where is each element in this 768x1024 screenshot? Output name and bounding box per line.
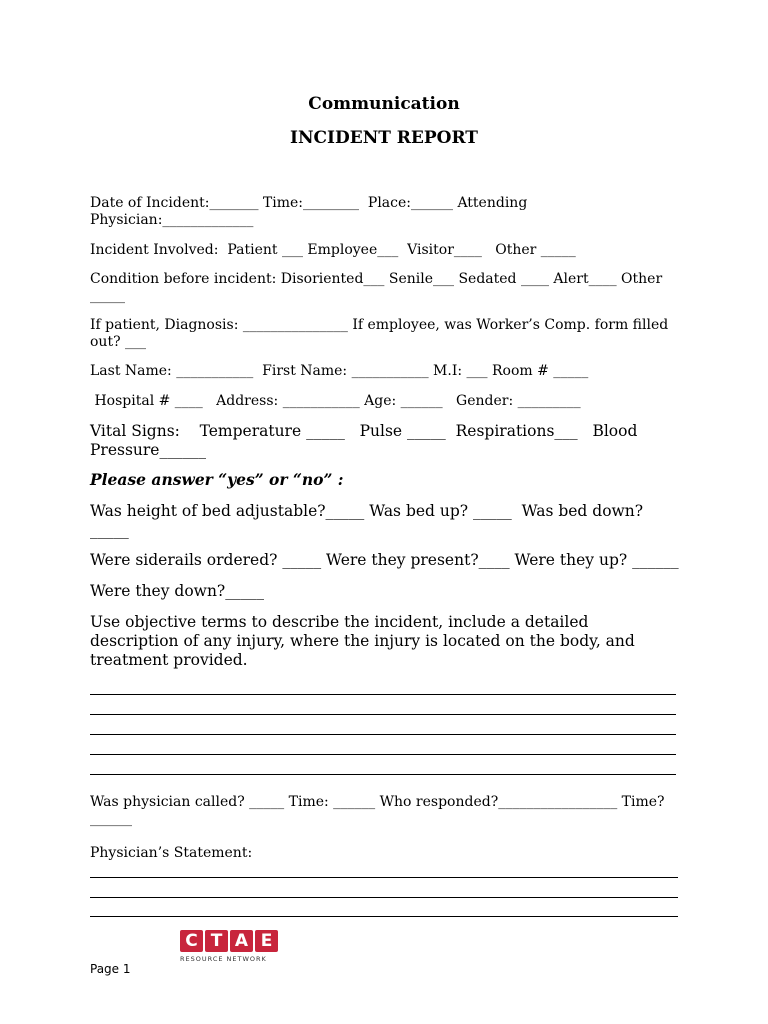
description-line xyxy=(90,714,676,715)
logo-subtitle: RESOURCE NETWORK xyxy=(180,955,267,963)
statement-line xyxy=(90,877,678,878)
bed-question: Was height of bed adjustable?_____ Was bed up? _____ Was bed down? _____ xyxy=(90,502,644,539)
statement-line xyxy=(90,916,678,917)
document-subtitle: INCIDENT REPORT xyxy=(290,128,478,148)
siderails-down-question: Were they down?_____ xyxy=(90,582,264,600)
hospital-line: Hospital # ____ Address: ___________ Age: ______ Gender: _________ xyxy=(90,393,581,409)
document-title: Communication xyxy=(308,94,460,114)
vital-signs-line: Vital Signs: Temperature _____ Pulse _____ Respirations___ Blood Pressure______ xyxy=(90,422,638,459)
describe-instruction: Use objective terms to describe the incident, include a detailed description of any injury, where the injury is located on the body, and treatment provided. xyxy=(90,613,640,669)
name-line: Last Name: ___________ First Name: ___________ M.I: ___ Room # _____ xyxy=(90,363,589,379)
logo-letter: T xyxy=(205,930,228,952)
description-line xyxy=(90,694,676,695)
page-number: Page 1 xyxy=(90,962,131,976)
statement-line xyxy=(90,897,678,898)
description-line xyxy=(90,734,676,735)
description-line xyxy=(90,754,676,755)
siderails-question: Were siderails ordered? _____ Were they present?____ Were they up? ______ xyxy=(90,551,679,569)
ctae-logo xyxy=(180,930,280,970)
description-line xyxy=(90,774,676,775)
diagnosis-line: If patient, Diagnosis: _______________ If employee, was Worker’s Comp. form filled out? ___ xyxy=(90,317,669,350)
logo-letter: E xyxy=(255,930,278,952)
physician-statement-label: Physician’s Statement: xyxy=(90,845,253,861)
condition-line: Condition before incident: Disoriented___ Senile___ Sedated ____ Alert____ Other _____ xyxy=(90,271,663,304)
incident-involved-line: Incident Involved: Patient ___ Employee___ Visitor____ Other _____ xyxy=(90,242,576,258)
instruction-text: Please answer “yes” or “no” : xyxy=(90,470,344,489)
logo-letter: A xyxy=(230,930,253,952)
logo-letter: C xyxy=(180,930,203,952)
physician-called-line: Was physician called? _____ Time: ______ Who responded?_________________ Time? ______ xyxy=(90,794,665,827)
incident-date-line: Date of Incident:_______ Time:________ Place:______ Attending Physician:_____________ xyxy=(90,195,528,228)
